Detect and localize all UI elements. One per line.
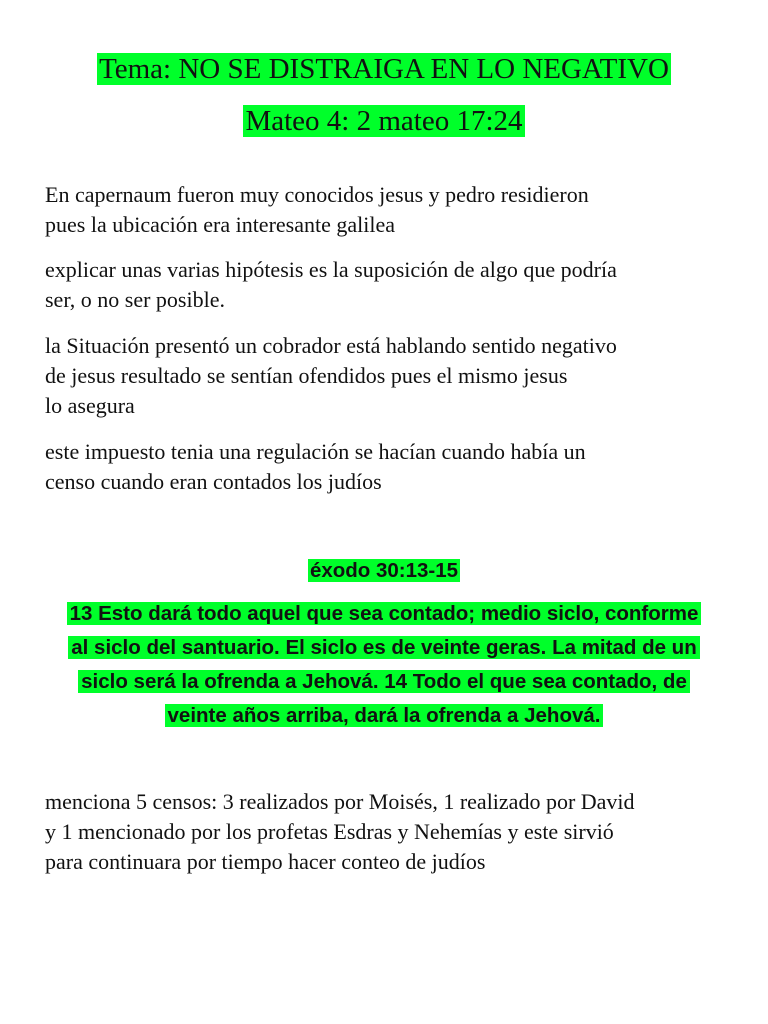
paragraph-line: menciona 5 censos: 3 realizados por Moisés, 1 realizado por David	[45, 789, 635, 814]
paragraph-line: En capernaum fueron muy conocidos jesus y pedro residieron	[45, 182, 589, 207]
verse-line-text: 13 Esto dará todo aquel que sea contado; medio siclo, conforme	[67, 602, 702, 625]
verse-line	[0, 597, 768, 631]
topic-title-text: Tema: NO SE DISTRAIGA EN LO NEGATIVO	[99, 53, 669, 85]
paragraph-line: explicar unas varias hipótesis es la suposición de algo que podría	[45, 257, 617, 282]
paragraph-line: este impuesto tenia una regulación se hacían cuando había un	[45, 439, 586, 464]
paragraph-censuses	[45, 787, 735, 877]
paragraph-line: la Situación presentó un cobrador está hablando sentido negativo	[45, 333, 617, 358]
paragraph-tax-regulation	[45, 437, 735, 497]
paragraph-line: pues la ubicación era interesante galilea	[45, 212, 395, 237]
verse-line-text: siclo será la ofrenda a Jehová. 14 Todo el que sea contado, de	[78, 670, 690, 693]
paragraph-line: lo asegura	[45, 393, 135, 418]
scripture-reference-title	[0, 104, 768, 138]
paragraph-line: para continuara por tiempo hacer conteo de judíos	[45, 849, 486, 874]
paragraph-line: de jesus resultado se sentían ofendidos pues el mismo jesus	[45, 363, 568, 388]
paragraph-hypothesis	[45, 255, 735, 315]
topic-title	[0, 52, 768, 86]
verse-line	[0, 699, 768, 733]
scripture-reference-text: Mateo 4: 2 mateo 17:24	[245, 105, 523, 137]
verse-line	[0, 665, 768, 699]
verse-line-text: veinte años arriba, dará la ofrenda a Jehová.	[165, 704, 604, 727]
verse-line-text: al siclo del santuario. El siclo es de veinte geras. La mitad de un	[68, 636, 699, 659]
verse-line	[0, 631, 768, 665]
paragraph-capernaum	[45, 180, 735, 240]
verse-reference	[0, 554, 768, 588]
verse-quote	[0, 597, 768, 733]
paragraph-line: ser, o no ser posible.	[45, 287, 225, 312]
verse-reference-text: éxodo 30:13-15	[309, 559, 459, 582]
paragraph-situation	[45, 331, 735, 421]
paragraph-line: y 1 mencionado por los profetas Esdras y Nehemías y este sirvió	[45, 819, 614, 844]
paragraph-line: censo cuando eran contados los judíos	[45, 469, 382, 494]
